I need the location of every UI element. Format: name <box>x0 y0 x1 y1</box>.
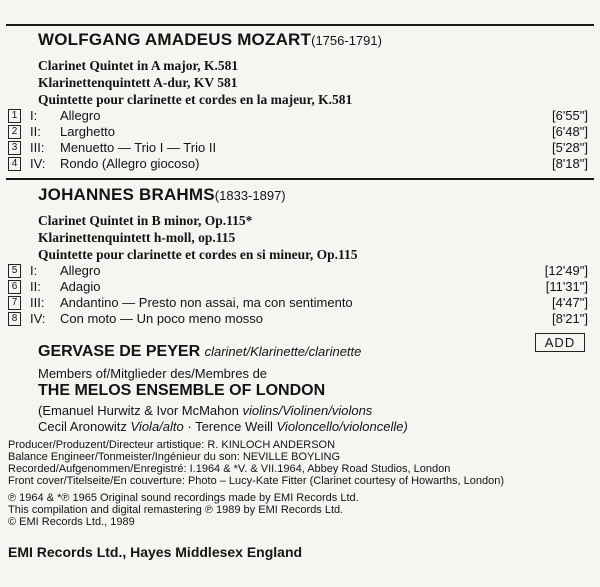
add-badge: ADD <box>535 333 585 352</box>
player-name-cello: Terence Weill <box>195 419 273 434</box>
track-row <box>8 263 588 279</box>
mozart-title-fr: Quintette pour clarinette et cordes en la majeur, K.581 <box>38 92 353 107</box>
track-number: 6 <box>8 280 21 294</box>
movement-number: I: <box>30 263 38 278</box>
track-row <box>8 156 588 172</box>
mozart-title-de: Klarinettenquintett A-dur, KV 581 <box>38 75 238 90</box>
movement-title: Adagio <box>60 279 101 294</box>
credit-producer: Producer/Produzent/Directeur artistique: R. KINLOCH ANDERSON <box>8 439 336 451</box>
mozart-header <box>38 30 382 50</box>
movement-number: III: <box>30 140 45 155</box>
performer-role: clarinet/Klarinette/clarinette <box>204 344 362 359</box>
performer-name: GERVASE DE PEYER <box>38 343 201 360</box>
movement-number: II: <box>30 279 41 294</box>
player-names-violins: (Emanuel Hurwitz & Ivor McMahon <box>38 403 239 418</box>
brahms-dates: (1833-1897) <box>214 188 286 203</box>
track-duration: [11'31"] <box>545 279 588 294</box>
brahms-composer: JOHANNES BRAHMS <box>38 185 215 204</box>
brahms-title-fr: Quintette pour clarinette et cordes en si mineur, Op.115 <box>38 247 358 262</box>
brahms-title-en: Clarinet Quintet in B minor, Op.115* <box>38 213 253 228</box>
top-rule <box>6 24 594 26</box>
track-duration: [12'49"] <box>544 263 588 278</box>
track-duration: [5'28"] <box>551 140 588 155</box>
track-duration: [8'21"] <box>551 311 588 326</box>
credit-cover: Front cover/Titelseite/En couverture: Photo – Lucy-Kate Fitter (Clarinet courtesy of Howarths, London) <box>8 475 505 487</box>
movement-title: Menuetto — Trio I — Trio II <box>60 140 217 155</box>
movement-number: III: <box>30 295 45 310</box>
track-number: 4 <box>8 157 21 171</box>
movement-title: Andantino — Presto non assai, ma con sentimento <box>60 295 353 310</box>
credit-engineer: Balance Engineer/Tonmeister/Ingénieur du son: NEVILLE BOYLING <box>8 451 341 463</box>
players-line-1 <box>38 403 372 418</box>
track-number: 5 <box>8 264 21 278</box>
track-duration: [6'55"] <box>551 108 588 123</box>
track-row <box>8 108 588 124</box>
player-role-cello: Violoncello/violoncelle) <box>276 419 408 434</box>
mozart-composer: WOLFGANG AMADEUS MOZART <box>38 30 312 49</box>
track-row <box>8 279 588 295</box>
performer <box>38 343 361 361</box>
player-name-viola: Cecil Aronowitz <box>38 419 127 434</box>
player-role-violins: violins/Violinen/violons <box>242 403 373 418</box>
track-row <box>8 140 588 156</box>
brahms-title-de: Klarinettenquintett h-moll, op.115 <box>38 230 236 245</box>
track-number: 2 <box>8 125 21 139</box>
track-row <box>8 295 588 311</box>
movement-title: Allegro <box>60 263 101 278</box>
mozart-title-en: Clarinet Quintet in A major, K.581 <box>38 58 239 73</box>
movement-number: IV: <box>30 156 46 171</box>
track-duration: [4'47"] <box>551 295 588 310</box>
track-duration: [8'18"] <box>551 156 588 171</box>
movement-number: I: <box>30 108 38 123</box>
movement-title: Con moto — Un poco meno mosso <box>60 311 264 326</box>
movement-number: IV: <box>30 311 46 326</box>
copyright-line: ℗ 1964 & *℗ 1965 Original sound recordings made by EMI Records Ltd. <box>8 492 359 504</box>
player-role-viola: Viola/alto <box>130 419 184 434</box>
movement-title: Allegro <box>60 108 101 123</box>
track-number: 8 <box>8 312 21 326</box>
track-row <box>8 124 588 140</box>
copyright-line: This compilation and digital remastering ℗ 1989 by EMI Records Ltd. <box>8 504 344 516</box>
players-line-2 <box>38 419 408 434</box>
ensemble-name: THE MELOS ENSEMBLE OF LONDON <box>38 382 326 399</box>
track-number: 1 <box>8 109 21 123</box>
movement-number: II: <box>30 124 41 139</box>
movement-title: Larghetto <box>60 124 115 139</box>
track-number: 7 <box>8 296 21 310</box>
mozart-dates: (1756-1791) <box>311 33 382 48</box>
track-duration: [6'48"] <box>551 124 588 139</box>
copyright-line: © EMI Records Ltd., 1989 <box>8 516 135 528</box>
section-rule <box>6 178 594 180</box>
track-number: 3 <box>8 141 21 155</box>
label-footer: EMI Records Ltd., Hayes Middlesex England <box>8 544 303 560</box>
movement-title: Rondo (Allegro giocoso) <box>60 156 200 171</box>
credit-recorded: Recorded/Aufgenommen/Enregistré: I.1964 & *V. & VII.1964, Abbey Road Studios, London <box>8 463 451 475</box>
player-separator: · <box>183 419 196 434</box>
brahms-header <box>38 185 286 205</box>
members-label: Members of/Mitglieder des/Membres de <box>38 366 268 381</box>
track-row <box>8 311 588 327</box>
